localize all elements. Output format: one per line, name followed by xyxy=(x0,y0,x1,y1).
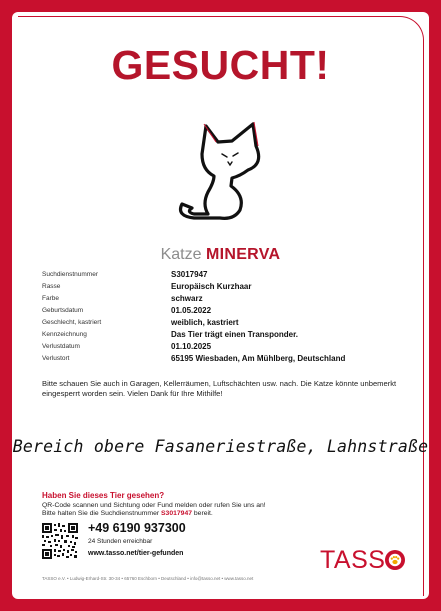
cat-illustration xyxy=(168,110,272,226)
cta-text xyxy=(42,502,362,518)
found-pet-link[interactable]: www.tasso.net/tier-gefunden xyxy=(88,550,184,557)
tasso-logo xyxy=(320,546,405,574)
cta-line-2-prefix: Bitte halten Sie die Suchdienstnummer xyxy=(42,510,160,517)
detail-row xyxy=(42,295,412,307)
animal-name xyxy=(0,246,441,264)
detail-label: Geburtsdatum xyxy=(42,307,84,314)
cta-line-1: QR-Code scannen und Sichtung oder Fund melden oder rufen Sie uns an! xyxy=(42,502,266,509)
qr-code[interactable] xyxy=(42,523,78,559)
animal-species: Katze xyxy=(160,246,202,263)
paw-icon xyxy=(385,550,405,570)
notice-text: Bitte schauen Sie auch in Garagen, Kellerräumen, Luftschächten usw. nach. Die Katze könnte unbemerkt eingesperrt worden sein. Vielen Dank für Ihre Mithilfe! xyxy=(42,379,397,398)
detail-value: S3017947 xyxy=(171,270,208,279)
detail-value: 01.05.2022 xyxy=(171,306,212,315)
cta-search-number: S3017947 xyxy=(161,510,193,517)
footer-address: TASSO e.V. • Ludwig-Erhard-Str. 30-34 • 65760 Eschborn • Deutschland • info@tasso.net • www.tasso.net xyxy=(42,576,254,581)
detail-label: Kennzeichnung xyxy=(42,331,87,338)
detail-row xyxy=(42,355,412,367)
detail-label: Verlustort xyxy=(42,355,70,362)
detail-value: 01.10.2025 xyxy=(171,342,212,351)
animal-petname: MINERVA xyxy=(205,246,281,263)
cta-line-2-suffix: bereit. xyxy=(193,510,213,517)
logo-text: TASS xyxy=(320,546,386,574)
detail-label: Verlustdatum xyxy=(42,343,80,350)
detail-value: Europäisch Kurzhaar xyxy=(171,282,252,291)
detail-value: schwarz xyxy=(171,294,203,303)
hours-text: 24 Stunden erreichbar xyxy=(88,538,153,545)
detail-value: Das Tier trägt einen Transponder. xyxy=(171,330,298,339)
cta-line-2 xyxy=(42,510,362,518)
details-table xyxy=(42,271,412,367)
headline: GESUCHT! xyxy=(111,42,330,88)
detail-label: Rasse xyxy=(42,283,61,290)
detail-label: Farbe xyxy=(42,295,59,302)
cta-heading: Haben Sie dieses Tier gesehen? xyxy=(42,491,165,500)
detail-row xyxy=(42,283,412,295)
detail-row xyxy=(42,331,412,343)
detail-label: Suchdienstnummer xyxy=(42,271,98,278)
detail-label: Geschlecht, kastriert xyxy=(42,319,102,326)
detail-value: weiblich, kastriert xyxy=(171,318,239,327)
phone-number[interactable]: +49 6190 937300 xyxy=(88,521,186,535)
handwritten-note: Bereich obere Fasaneriestraße, Lahnstraße xyxy=(12,437,429,456)
detail-value: 65195 Wiesbaden, Am Mühlberg, Deutschland xyxy=(171,354,346,363)
